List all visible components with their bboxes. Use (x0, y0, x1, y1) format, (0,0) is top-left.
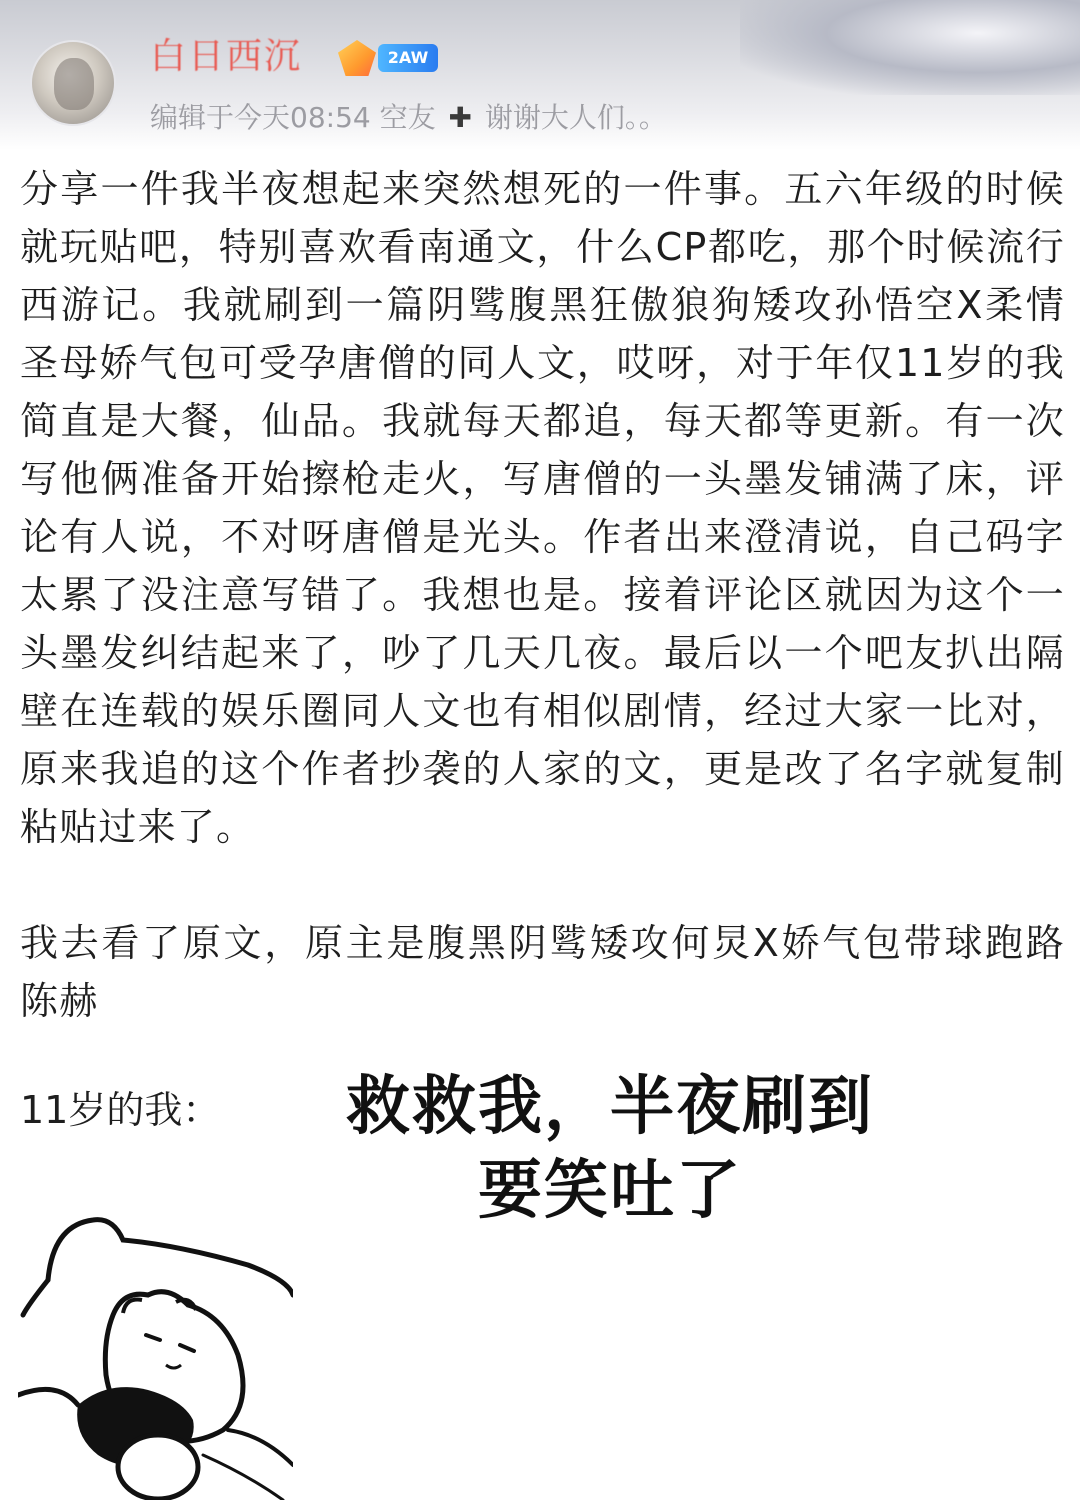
header-background-decoration (740, 0, 1080, 95)
post-meta-line (150, 100, 667, 136)
plus-icon: ✚ (448, 101, 472, 134)
meme-caption: 11岁的我： (20, 1088, 221, 1132)
post-paragraph-1: 分享一件我半夜想起来突然想死的一件事。五六年级的时候就玩贴吧，特别喜欢看南通文，什么CP都吃，那个时候流行西游记。我就刷到一篇阴骘腹黑狂傲狼狗矮攻孙悟空X柔情圣母娇气包可受孕唐僧的同人文，哎呀，对于年仅11岁的我简直是大餐，仙品。我就每天都追，每天都等更新。有一次写他俩准备开始擦枪走火，写唐僧的一头墨发铺满了床，评论有人说，不对呀唐僧是光头。作者出来澄清说，自己码字太累了没注意写错了。我想也是。接着评论区就因为这个一头墨发纠结起来了，吵了几天几夜。最后以一个吧友扒出隔壁在连载的娱乐圈同人文也有相似剧情，经过大家一比对，原来我追的这个作者抄袭的人家的文，更是改了名字就复制粘贴过来了。 (20, 167, 1065, 849)
status-left: 空友 (379, 101, 436, 134)
crying-bear-sticker-icon (18, 1205, 293, 1500)
username[interactable]: 白日西沉 (150, 36, 303, 77)
status-right: 谢谢大人们。。 (484, 101, 667, 134)
meme-text (330, 1065, 890, 1233)
avatar[interactable] (30, 40, 116, 126)
meme-text-line-1: 救救我，半夜刷到 (346, 1070, 874, 1144)
post-header (0, 0, 1080, 150)
post-paragraph-2: 我去看了原文，原主是腹黑阴骘矮攻何炅X娇气包带球跑路陈赫 (20, 921, 1065, 1023)
edit-time: 编辑于今天08:54 (150, 101, 371, 134)
vip-diamond-icon (338, 40, 376, 76)
meme-text-line-2: 要笑吐了 (478, 1154, 742, 1228)
level-badge: 2AW (378, 44, 438, 72)
post-content (20, 160, 1065, 1030)
paragraph-spacer (20, 856, 1065, 914)
